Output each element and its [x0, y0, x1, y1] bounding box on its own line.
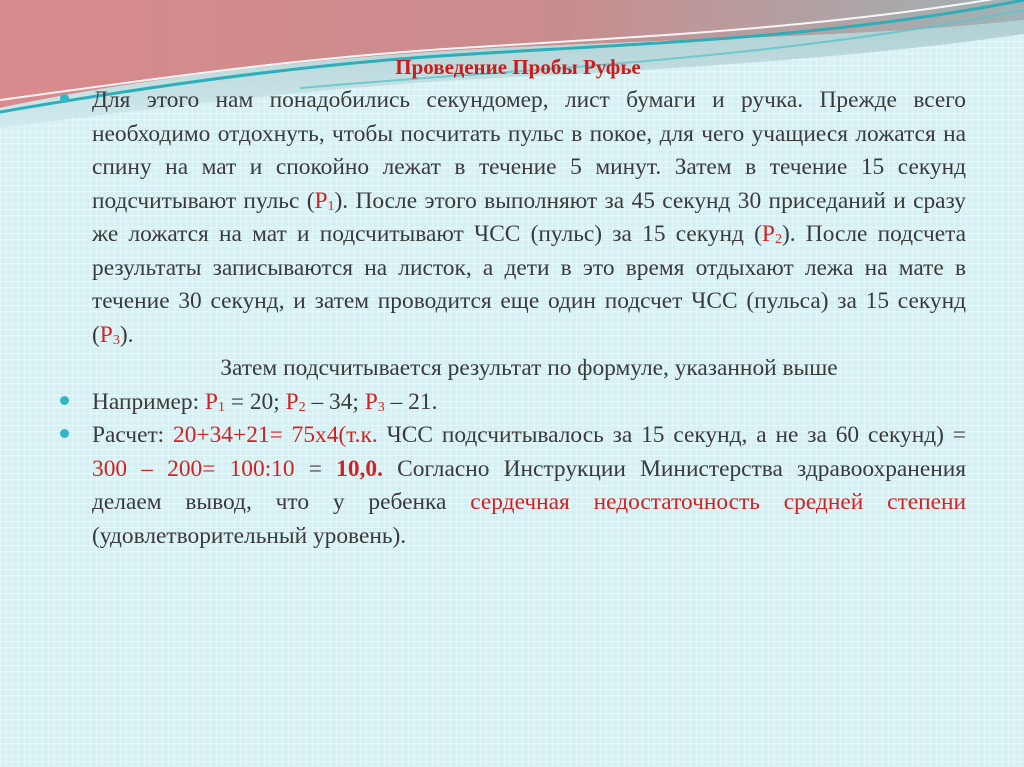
- example-p1: $P_1$: [204, 388, 225, 415]
- calc-formula-1: 20+34+21= 75х4(т.к.: [173, 422, 378, 448]
- calc-formula-2: 300 – 200= 100:10: [92, 455, 295, 482]
- example-v3: – 21.: [384, 388, 438, 415]
- example-v1: = 20;: [224, 388, 286, 415]
- pulse-p1: $P_1$: [314, 187, 335, 214]
- formula-note: Затем подсчитывается результат по формуле, указанной выше: [220, 355, 838, 381]
- calc-text-3: (удовлетворительный уровень).: [92, 522, 407, 549]
- procedure-text-2: ). После этого выполняют за 45 секунд 30 приседаний и сразу же ложатся на мат и подсчитывают ЧСС (пульс) за 15 секунд (: [92, 187, 966, 247]
- calc-equals: =: [294, 455, 337, 482]
- procedure-text-3: ). После подсчета результаты записываются на листок, а дети в это время отдыхают лежа на мате в течение 30 секунд, и затем проводится еще один подсчет ЧСС (пульса) за 15 секунд (: [92, 221, 967, 348]
- bullet-dot: [60, 94, 69, 103]
- bullet-calculation: [60, 419, 966, 553]
- calc-result: 10,0.: [336, 455, 383, 482]
- procedure-text-end: ).: [119, 321, 134, 348]
- bullet-dot: [60, 396, 69, 405]
- pulse-p3: $P_3$: [99, 321, 120, 348]
- procedure-text: Для этого нам понадобились секундомер, лист бумаги и ручка. Прежде всего необходимо отдохнуть, чтобы посчитать пульс в покое, для чего учащиеся ложатся на спину на мат и спокойно лежат в течение 5 минут. Затем в течение 15 секунд подсчитывают пульс (: [92, 87, 966, 214]
- bullet-procedure: [60, 84, 966, 352]
- bullet-dot: [60, 429, 69, 438]
- slide-title: Проведение Пробы Руфье: [395, 55, 641, 79]
- calc-label: Расчет:: [92, 422, 174, 448]
- calc-text-1: ЧСС подсчитывалось за 15 секунд, а не за 60 секунд) =: [377, 422, 966, 448]
- diagnosis-text: сердечная недостаточность средней степени: [470, 489, 967, 515]
- pulse-p2: $P_2$: [761, 221, 782, 248]
- example-label: Например:: [92, 388, 205, 415]
- bullet-example: [60, 386, 966, 420]
- example-p2: $P_2$: [285, 388, 306, 415]
- example-v2: – 34;: [305, 388, 365, 415]
- calc-text-2: Согласно Инструкции Министерства здравоохранения делаем вывод, что у ребенка: [92, 455, 967, 515]
- example-p3: $P_3$: [364, 388, 385, 415]
- slide-content: [60, 52, 966, 553]
